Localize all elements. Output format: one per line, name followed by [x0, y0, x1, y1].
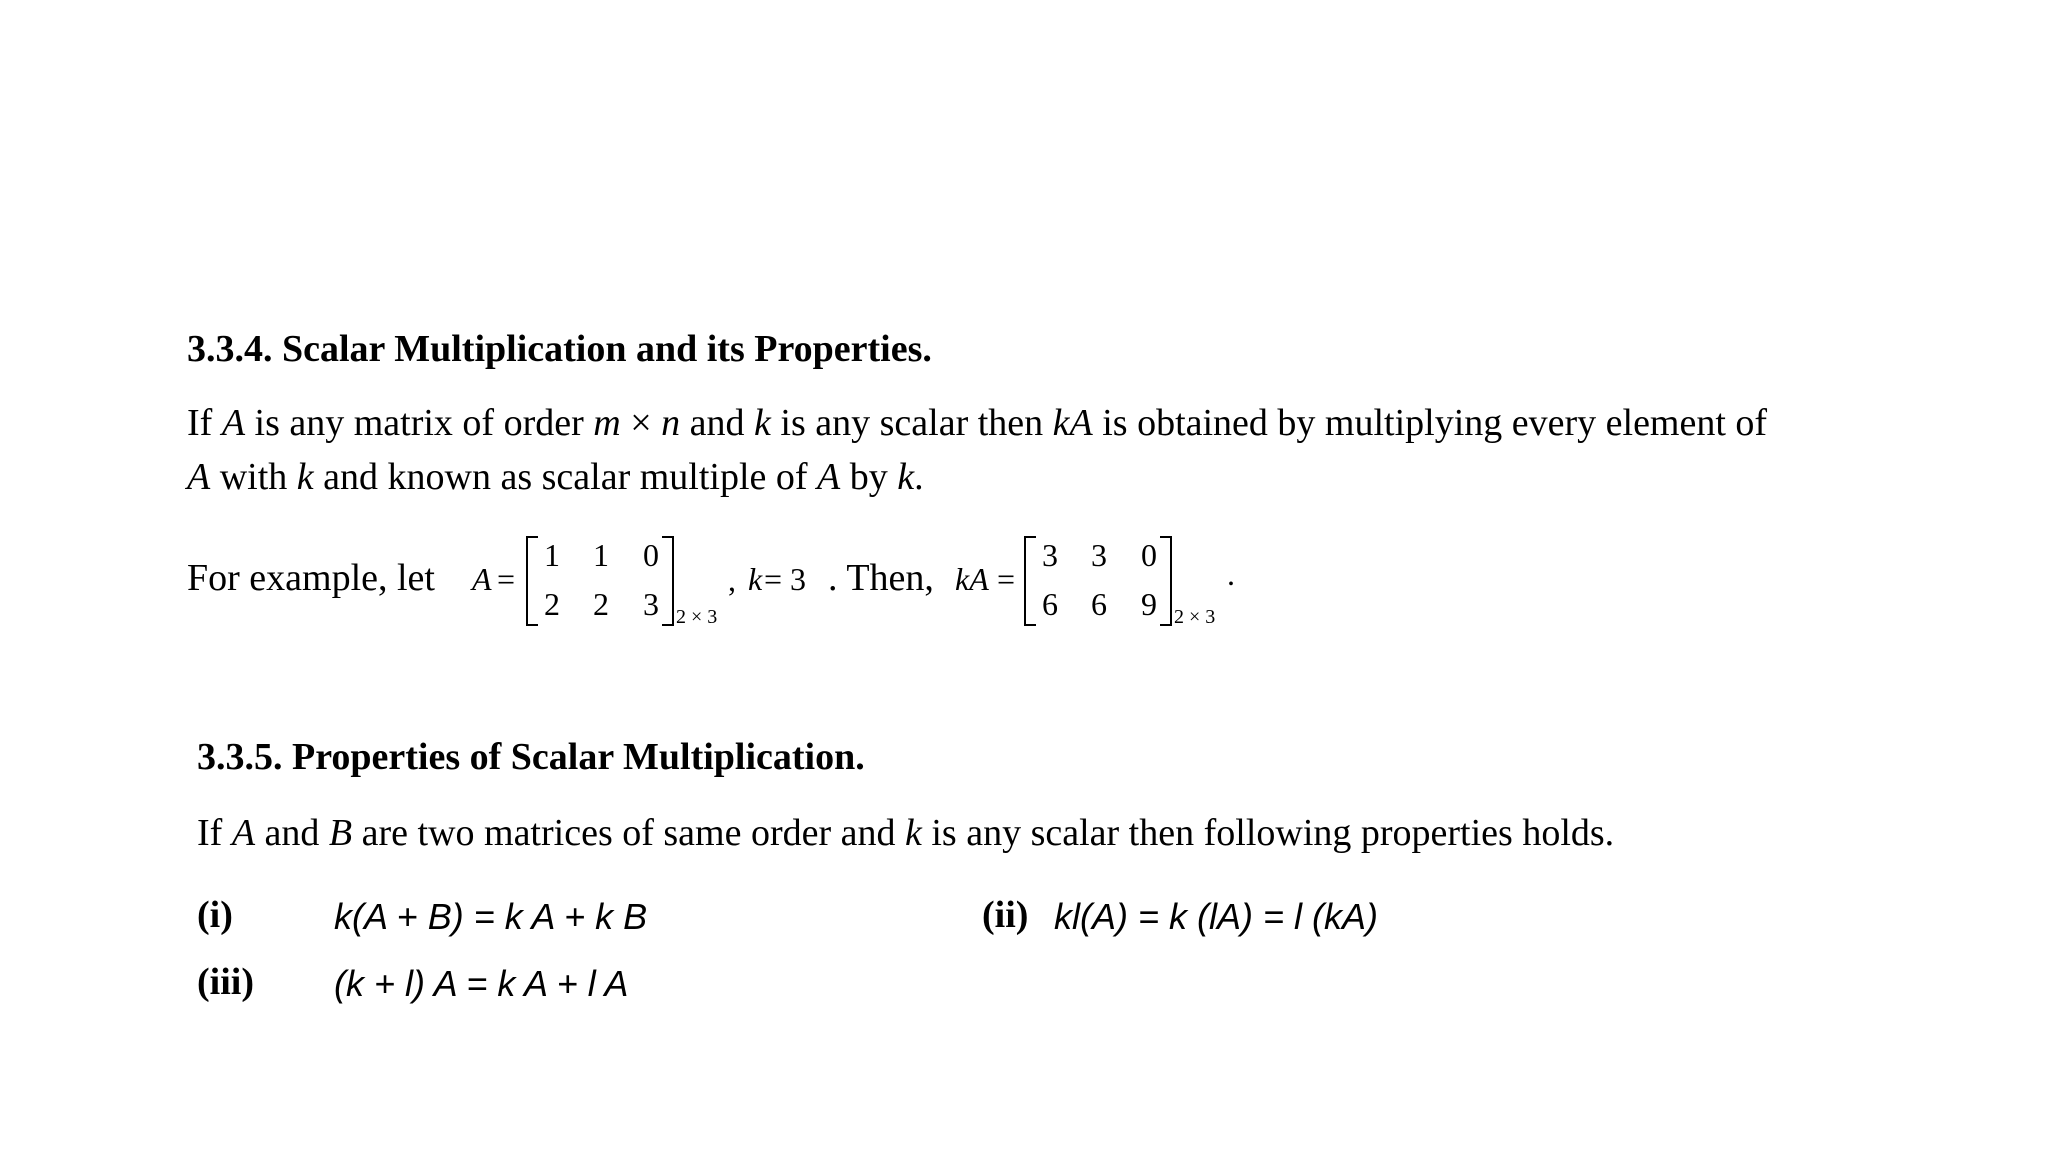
matrix-cell: 0 [1141, 537, 1157, 573]
formula-text: kl(A) = k (lA) = l (kA) [1054, 896, 1379, 937]
text: is any matrix of order [245, 402, 594, 444]
text: are two matrices of same order and [352, 812, 905, 854]
var-k: k [905, 812, 922, 854]
var-m: m [593, 402, 621, 444]
var-a: A [221, 402, 246, 444]
matrix-cell: 1 [544, 537, 560, 573]
scalar-multiplication-definition [187, 396, 1767, 504]
text: If [197, 812, 232, 854]
properties-intro [197, 806, 1614, 860]
formula-text: (k + l) A = k A + l A [334, 963, 629, 1004]
property-label-iii: (iii) [197, 961, 254, 1003]
matrix-cell: 3 [643, 586, 659, 622]
var-ka: kA [1052, 402, 1093, 444]
var-a: A [817, 456, 841, 498]
text: with [210, 456, 297, 498]
definition-line-1 [187, 396, 1767, 450]
example-equals: = [497, 561, 516, 597]
text: and [255, 812, 329, 854]
matrix-cell: 6 [1042, 586, 1058, 622]
matrix-cell: 9 [1141, 586, 1157, 622]
section-heading-scalar-multiplication: 3.3.4. Scalar Multiplication and its Properties. [187, 328, 932, 370]
example-lhs-ka: kA [955, 561, 989, 597]
times-symbol: × [620, 402, 662, 444]
text: If [187, 402, 222, 444]
example-equals-2: = [997, 561, 1016, 597]
text: by [840, 456, 898, 498]
var-a: A [231, 812, 256, 854]
example-lhs-a: A [472, 561, 492, 597]
matrix-a [526, 536, 676, 636]
property-formula-iii [334, 963, 629, 1004]
var-b: B [328, 812, 353, 854]
var-k: k [897, 456, 915, 498]
matrix-cell: 6 [1091, 586, 1107, 622]
section-heading-properties: 3.3.5. Properties of Scalar Multiplication. [197, 736, 865, 778]
definition-line-2 [187, 450, 1767, 504]
example-k-value: = 3 [764, 561, 807, 597]
example-comma: , [728, 562, 736, 598]
text: and [680, 402, 755, 444]
matrix-order: 2 × 3 [676, 606, 718, 628]
text: and known as scalar multiple of [313, 456, 818, 498]
var-k: k [296, 456, 314, 498]
var-k: k [754, 402, 771, 444]
example-period: . [1227, 556, 1235, 592]
var-a: A [187, 456, 211, 498]
matrix-cell: 3 [1091, 537, 1107, 573]
formula-text: k(A + B) = k A + k B [334, 896, 648, 937]
example-k: k [748, 561, 763, 597]
matrix-cell: 2 [544, 586, 560, 622]
example-lead: For example, let [187, 557, 435, 599]
example-then: . Then, [828, 557, 934, 599]
property-label-ii: (ii) [982, 894, 1029, 936]
matrix-order: 2 × 3 [1174, 606, 1216, 628]
property-formula-ii [1054, 896, 1379, 937]
text: is obtained by multiplying every element of [1092, 402, 1768, 444]
text: is any scalar then following properties holds. [921, 812, 1615, 854]
var-n: n [661, 402, 681, 444]
matrix-cell: 2 [593, 586, 609, 622]
text: is any scalar then [770, 402, 1053, 444]
matrix-cell: 1 [593, 537, 609, 573]
matrix-cell: 0 [643, 537, 659, 573]
matrix-cell: 3 [1042, 537, 1058, 573]
matrix-ka [1024, 536, 1174, 636]
property-formula-i [334, 896, 648, 937]
property-label-i: (i) [197, 894, 233, 936]
text: . [914, 456, 924, 498]
